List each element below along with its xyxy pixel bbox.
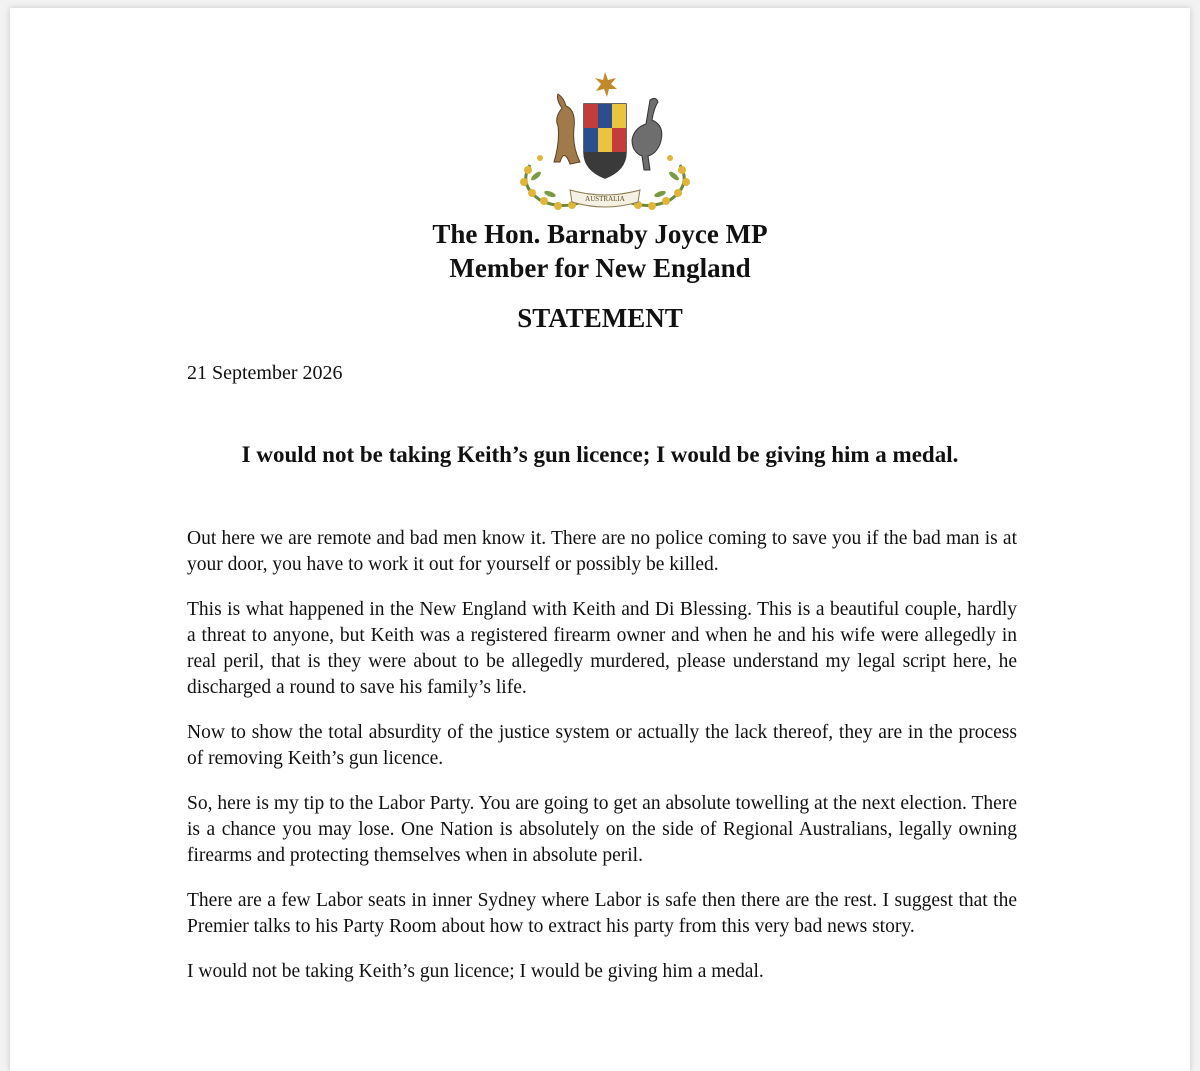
body-paragraph: This is what happened in the New England with Keith and Di Blessing. This is a beautiful couple, hardly a threat to anyone, but Keith was a registered firearm owner and when he and his wife were allegedly in real peril, that is they were about to be allegedly murdered, please understand my legal script here, he discharged a round to save his family’s life.: [187, 599, 1017, 698]
statement-page: [10, 8, 1190, 1071]
coat-of-arms-icon: [510, 70, 700, 220]
statement-headline: I would not be taking Keith’s gun licence; I would be giving him a medal.: [241, 442, 959, 467]
body-paragraph: So, here is my tip to the Labor Party. You are going to get an absolute towelling at the next election. There is a chance you may lose. One Nation is absolutely on the side of Regional Australians, legally owning firearms and protecting themselves when in absolute peril.: [187, 793, 1017, 866]
member-name: The Hon. Barnaby Joyce MP: [432, 219, 768, 249]
statement-body: [187, 526, 1017, 1004]
document-type-title: STATEMENT: [517, 303, 683, 333]
body-paragraph: Out here we are remote and bad men know it. There are no police coming to save you if the bad man is at your door, you have to work it out for yourself or possibly be killed.: [187, 528, 1017, 575]
crest-motto: AUSTRALIA: [585, 195, 625, 203]
body-paragraph: I would not be taking Keith’s gun licence; I would be giving him a medal.: [187, 961, 764, 982]
body-paragraph: There are a few Labor seats in inner Sydney where Labor is safe then there are the rest. I suggest that the Premier talks to his Party Room about how to extract his party from this very bad news story.: [187, 890, 1017, 937]
statement-date: 21 September 2026: [187, 362, 343, 384]
member-electorate: Member for New England: [449, 253, 751, 283]
body-paragraph: Now to show the total absurdity of the justice system or actually the lack thereof, they are in the process of removing Keith’s gun licence.: [187, 722, 1017, 769]
